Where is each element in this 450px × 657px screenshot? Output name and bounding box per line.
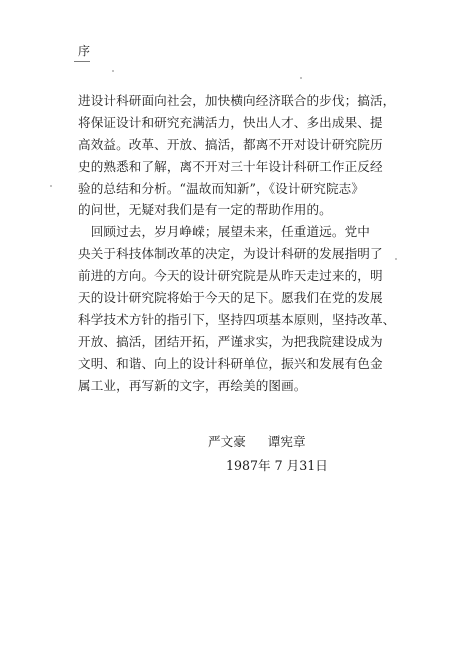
text-line: 高效益。改革、开放、搞活，都离不开对设计研究院历 bbox=[78, 136, 383, 152]
scan-speck bbox=[50, 185, 52, 187]
text-line: 验的总结和分析。“温故而知新”，《设计研究院志》 bbox=[78, 180, 365, 196]
preface-body bbox=[78, 90, 396, 396]
text-line: 前进的方向。今天的设计研究院是从昨天走过来的，明 bbox=[78, 268, 383, 284]
header-underline bbox=[74, 61, 90, 62]
scan-speck bbox=[395, 258, 397, 260]
text-line: 的问世，无疑对我们是有一定的帮助作用的。 bbox=[78, 202, 332, 218]
signature-date: 1987年 7 月31日 bbox=[226, 458, 328, 473]
scan-speck bbox=[300, 77, 302, 79]
text-line: 天的设计研究院将始于今天的足下。愿我们在党的发展 bbox=[78, 290, 383, 306]
text-line: 文明、和谐、向上的设计科研单位，振兴和发展有色金 bbox=[78, 355, 383, 371]
text-line: 进设计科研面向社会，加快横向经济联合的步伐；搞活， bbox=[78, 93, 396, 108]
text-line: 回顾过去，岁月峥嵘；展望未来，任重道远。党中 bbox=[78, 224, 370, 240]
author-name: 严文豪 bbox=[208, 434, 246, 449]
text-line: 科学技术方针的指引下，坚持四项基本原则，坚持改革、 bbox=[78, 311, 396, 327]
author-name: 谭宪章 bbox=[267, 434, 306, 449]
text-line: 史的熟悉和了解，离不开对三十年设计科研工作正反经 bbox=[78, 158, 383, 174]
text-line: 将保证设计和研究充满活力，快出人才、多出成果、提 bbox=[78, 114, 383, 130]
text-line: 开放、搞活，团结开拓，严谨求实，为把我院建设成为 bbox=[78, 333, 383, 349]
text-line: 央关于科技体制改革的决定，为设计科研的发展指明了 bbox=[78, 246, 383, 262]
page-header-title: 序 bbox=[78, 44, 91, 58]
text-line: 属工业，再写新的文字，再绘美的图画。 bbox=[78, 377, 307, 393]
signature-names bbox=[208, 434, 306, 450]
scan-speck bbox=[112, 70, 114, 72]
